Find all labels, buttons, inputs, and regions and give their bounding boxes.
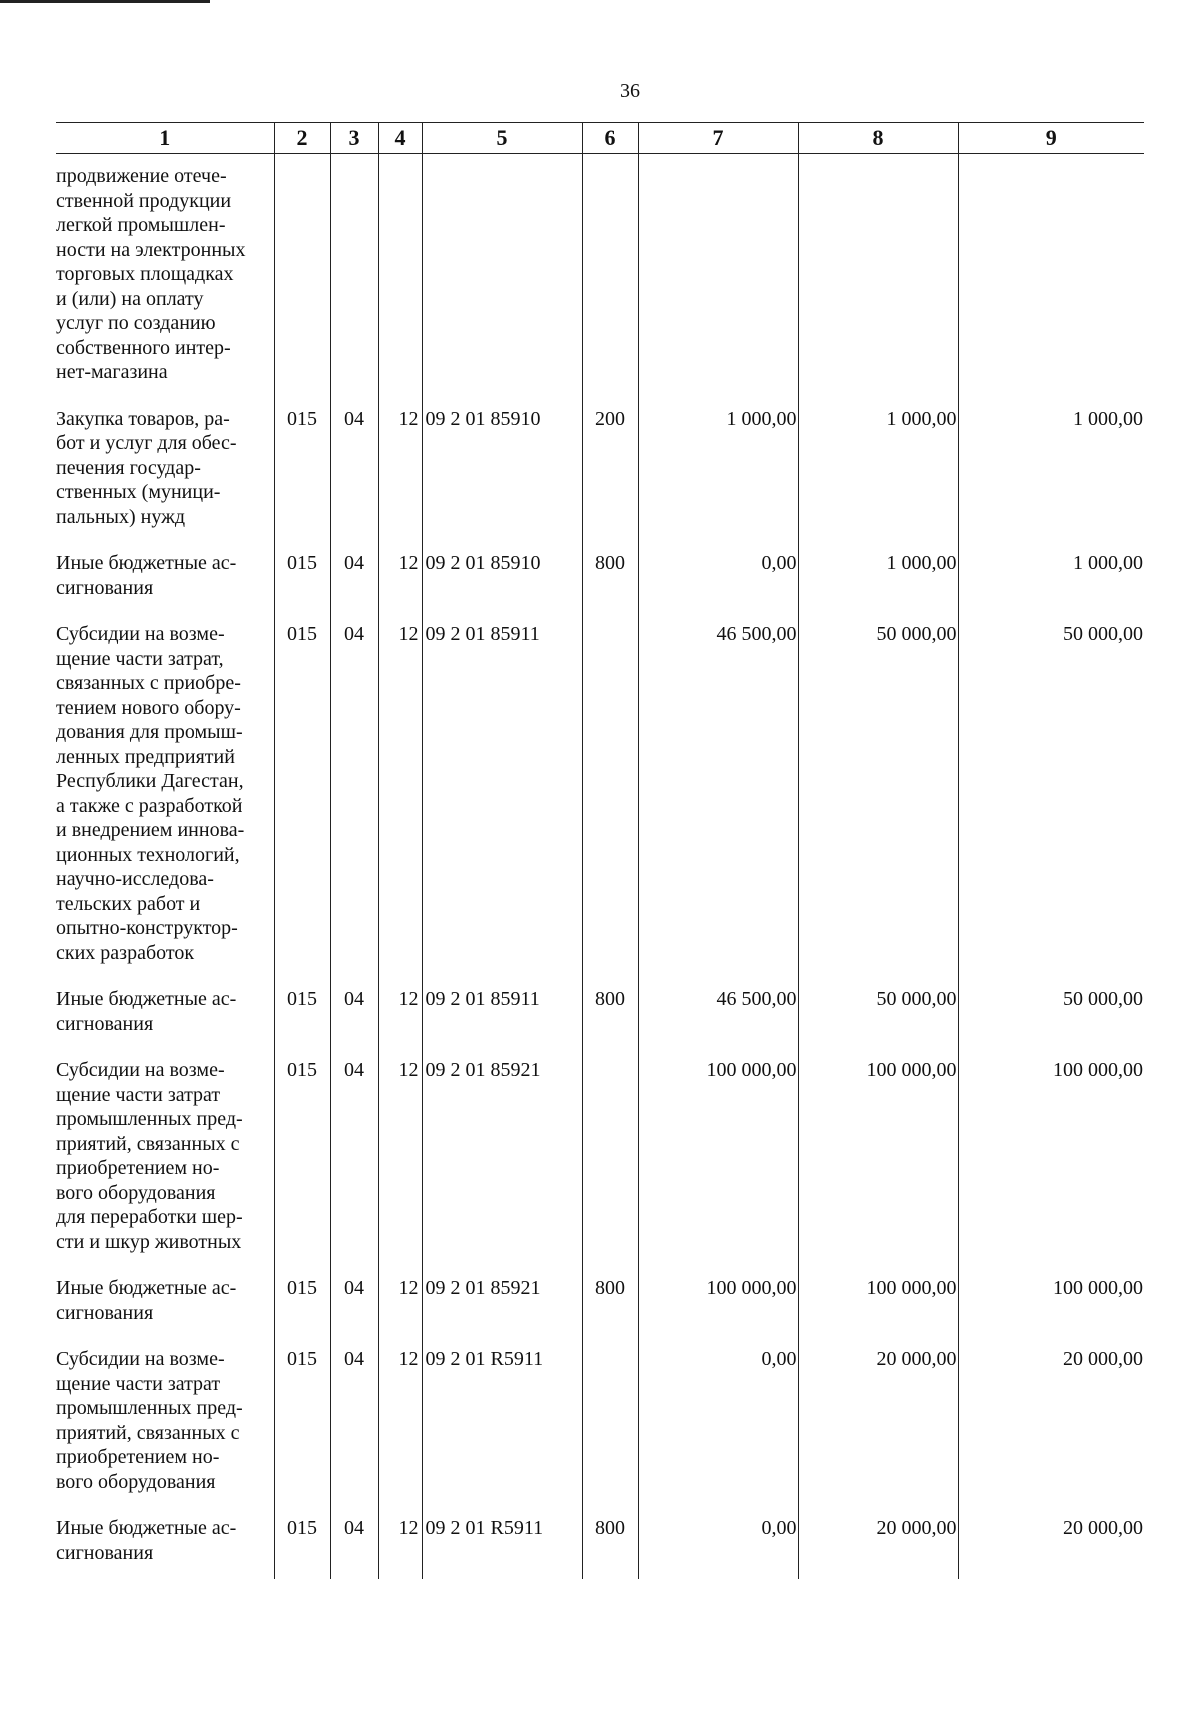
- amount-col8-cell: 50 000,00: [798, 622, 958, 987]
- item-name-line: приятий, связанных с: [56, 1132, 240, 1155]
- amount-col8-cell: 100 000,00: [798, 1276, 958, 1347]
- subsection-cell: 12: [378, 1347, 422, 1516]
- target-article-cell: 09 2 01 85911: [422, 987, 582, 1058]
- table-body: [56, 154, 1144, 1580]
- item-name-line: Закупка товаров, ра-: [56, 407, 230, 430]
- target-article-cell: 09 2 01 85910: [422, 407, 582, 552]
- item-name-line: промышленных пред-: [56, 1108, 243, 1130]
- expense-type-cell: [582, 1058, 638, 1276]
- header-col-9: 9: [958, 123, 1144, 154]
- item-name-line: Республики Дагестан,: [56, 770, 244, 792]
- item-name-line: а также с разработкой: [56, 794, 243, 817]
- item-name-line: вого оборудования: [56, 1181, 216, 1204]
- item-name-line: тением нового обору-: [56, 696, 241, 719]
- header-col-4: 4: [378, 123, 422, 154]
- table-row: [56, 551, 1144, 622]
- page-number: 36: [620, 80, 640, 102]
- table-row: [56, 987, 1144, 1058]
- table-row: [56, 622, 1144, 987]
- amount-col8-cell: 20 000,00: [798, 1516, 958, 1579]
- budget-table: [56, 122, 1144, 1579]
- item-name-line: ности на электронных: [56, 238, 246, 261]
- kvsr-cell: [274, 154, 330, 407]
- section-cell: 04: [330, 1347, 378, 1516]
- target-article-cell: 09 2 01 85911: [422, 622, 582, 987]
- item-name-cell: [56, 1347, 274, 1516]
- section-cell: 04: [330, 1058, 378, 1276]
- target-article-cell: 09 2 01 85921: [422, 1058, 582, 1276]
- amount-col8-cell: [798, 154, 958, 407]
- item-name-line: щение части затрат,: [56, 647, 224, 670]
- item-name-line: собственного интер-: [56, 336, 231, 359]
- header-col-7: 7: [638, 123, 798, 154]
- expense-type-cell: [582, 1347, 638, 1516]
- section-cell: 04: [330, 551, 378, 622]
- item-name-cell: [56, 154, 274, 407]
- target-article-cell: 09 2 01 R5911: [422, 1516, 582, 1579]
- subsection-cell: 12: [378, 1516, 422, 1579]
- kvsr-cell: 015: [274, 1347, 330, 1516]
- item-name-line: тельских работ и: [56, 892, 201, 915]
- table-row: [56, 1347, 1144, 1516]
- expense-type-cell: 800: [582, 551, 638, 622]
- expense-type-cell: [582, 622, 638, 987]
- target-article-cell: [422, 154, 582, 407]
- expense-type-cell: [582, 154, 638, 407]
- amount-col8-cell: 50 000,00: [798, 987, 958, 1058]
- item-name-cell: [56, 1276, 274, 1347]
- item-name-cell: [56, 1058, 274, 1276]
- amount-col9-cell: 20 000,00: [958, 1347, 1144, 1516]
- item-name-line: нет-магазина: [56, 361, 168, 383]
- amount-col8-cell: 100 000,00: [798, 1058, 958, 1276]
- amount-col9-cell: 50 000,00: [958, 622, 1144, 987]
- item-name-line: сигнования: [56, 1012, 154, 1035]
- item-name-cell: [56, 1516, 274, 1579]
- subsection-cell: 12: [378, 407, 422, 552]
- amount-col8-cell: 1 000,00: [798, 551, 958, 622]
- item-name-line: легкой промышлен-: [56, 214, 226, 236]
- item-name-cell: [56, 987, 274, 1058]
- item-name-line: ственной продукции: [56, 189, 232, 212]
- amount-col8-cell: 20 000,00: [798, 1347, 958, 1516]
- scan-edge-rule: [0, 0, 210, 3]
- item-name-line: Субсидии на возме-: [56, 1348, 225, 1370]
- target-article-cell: 09 2 01 85910: [422, 551, 582, 622]
- expense-type-cell: 800: [582, 1276, 638, 1347]
- amount-col9-cell: 100 000,00: [958, 1058, 1144, 1276]
- amount-col9-cell: 1 000,00: [958, 551, 1144, 622]
- subsection-cell: 12: [378, 1058, 422, 1276]
- item-name-line: Иные бюджетные ас-: [56, 1517, 237, 1539]
- item-name-line: и (или) на оплату: [56, 287, 204, 310]
- subsection-cell: 12: [378, 551, 422, 622]
- header-col-3: 3: [330, 123, 378, 154]
- item-name-line: щение части затрат: [56, 1083, 221, 1106]
- amount-col7-cell: 1 000,00: [638, 407, 798, 552]
- item-name-line: ских разработок: [56, 941, 195, 964]
- kvsr-cell: 015: [274, 407, 330, 552]
- item-name-line: сти и шкур животных: [56, 1230, 242, 1253]
- table-row: [56, 154, 1144, 407]
- subsection-cell: [378, 154, 422, 407]
- expense-type-cell: 200: [582, 407, 638, 552]
- section-cell: 04: [330, 1516, 378, 1579]
- amount-col7-cell: 100 000,00: [638, 1058, 798, 1276]
- item-name-line: промышленных пред-: [56, 1397, 243, 1419]
- item-name-line: печения государ-: [56, 456, 201, 479]
- item-name-line: Иные бюджетные ас-: [56, 1277, 237, 1299]
- item-name-line: ционных технологий,: [56, 843, 240, 866]
- amount-col9-cell: 100 000,00: [958, 1276, 1144, 1347]
- kvsr-cell: 015: [274, 551, 330, 622]
- item-name-line: научно-исследова-: [56, 868, 214, 890]
- amount-col9-cell: 20 000,00: [958, 1516, 1144, 1579]
- header-row: [56, 123, 1144, 154]
- item-name-line: Иные бюджетные ас-: [56, 552, 237, 574]
- table-row: [56, 1516, 1144, 1579]
- item-name-line: и внедрением иннова-: [56, 819, 245, 841]
- item-name-line: приобретением но-: [56, 1157, 220, 1179]
- item-name-line: сигнования: [56, 1541, 154, 1564]
- item-name-line: Субсидии на возме-: [56, 623, 225, 645]
- subsection-cell: 12: [378, 987, 422, 1058]
- subsection-cell: 12: [378, 1276, 422, 1347]
- item-name-line: связанных с приобре-: [56, 672, 241, 694]
- table-row: [56, 1058, 1144, 1276]
- amount-col7-cell: [638, 154, 798, 407]
- expense-type-cell: 800: [582, 987, 638, 1058]
- table-row: [56, 407, 1144, 552]
- table-row: [56, 1276, 1144, 1347]
- item-name-line: щение части затрат: [56, 1372, 221, 1395]
- header-col-5: 5: [422, 123, 582, 154]
- item-name-line: дования для промыш-: [56, 721, 243, 743]
- amount-col7-cell: 100 000,00: [638, 1276, 798, 1347]
- item-name-line: опытно-конструктор-: [56, 917, 238, 939]
- section-cell: 04: [330, 407, 378, 552]
- section-cell: 04: [330, 622, 378, 987]
- item-name-line: ственных (муници-: [56, 481, 221, 503]
- header-col-2: 2: [274, 123, 330, 154]
- amount-col7-cell: 0,00: [638, 1516, 798, 1579]
- item-name-line: торговых площадках: [56, 263, 234, 285]
- amount-col9-cell: 1 000,00: [958, 407, 1144, 552]
- item-name-line: Субсидии на возме-: [56, 1059, 225, 1081]
- kvsr-cell: 015: [274, 1058, 330, 1276]
- header-col-8: 8: [798, 123, 958, 154]
- item-name-line: вого оборудования: [56, 1470, 216, 1493]
- item-name-cell: [56, 622, 274, 987]
- section-cell: 04: [330, 987, 378, 1058]
- amount-col9-cell: 50 000,00: [958, 987, 1144, 1058]
- kvsr-cell: 015: [274, 1516, 330, 1579]
- item-name-cell: [56, 407, 274, 552]
- amount-col7-cell: 0,00: [638, 551, 798, 622]
- table-header: [56, 123, 1144, 154]
- amount-col8-cell: 1 000,00: [798, 407, 958, 552]
- amount-col7-cell: 46 500,00: [638, 622, 798, 987]
- amount-col9-cell: [958, 154, 1144, 407]
- header-col-6: 6: [582, 123, 638, 154]
- section-cell: [330, 154, 378, 407]
- amount-col7-cell: 0,00: [638, 1347, 798, 1516]
- expense-type-cell: 800: [582, 1516, 638, 1579]
- item-name-line: приятий, связанных с: [56, 1421, 240, 1444]
- section-cell: 04: [330, 1276, 378, 1347]
- item-name-line: сигнования: [56, 576, 154, 599]
- item-name-line: ленных предприятий: [56, 745, 235, 768]
- target-article-cell: 09 2 01 R5911: [422, 1347, 582, 1516]
- item-name-line: приобретением но-: [56, 1446, 220, 1468]
- item-name-line: услуг по созданию: [56, 312, 216, 334]
- kvsr-cell: 015: [274, 622, 330, 987]
- item-name-line: продвижение отече-: [56, 165, 227, 187]
- item-name-line: бот и услуг для обес-: [56, 432, 237, 454]
- item-name-line: Иные бюджетные ас-: [56, 988, 237, 1010]
- kvsr-cell: 015: [274, 987, 330, 1058]
- kvsr-cell: 015: [274, 1276, 330, 1347]
- item-name-line: пальных) нужд: [56, 505, 186, 528]
- item-name-line: для переработки шер-: [56, 1206, 243, 1228]
- amount-col7-cell: 46 500,00: [638, 987, 798, 1058]
- target-article-cell: 09 2 01 85921: [422, 1276, 582, 1347]
- header-col-1: 1: [56, 123, 274, 154]
- item-name-line: сигнования: [56, 1301, 154, 1324]
- subsection-cell: 12: [378, 622, 422, 987]
- item-name-cell: [56, 551, 274, 622]
